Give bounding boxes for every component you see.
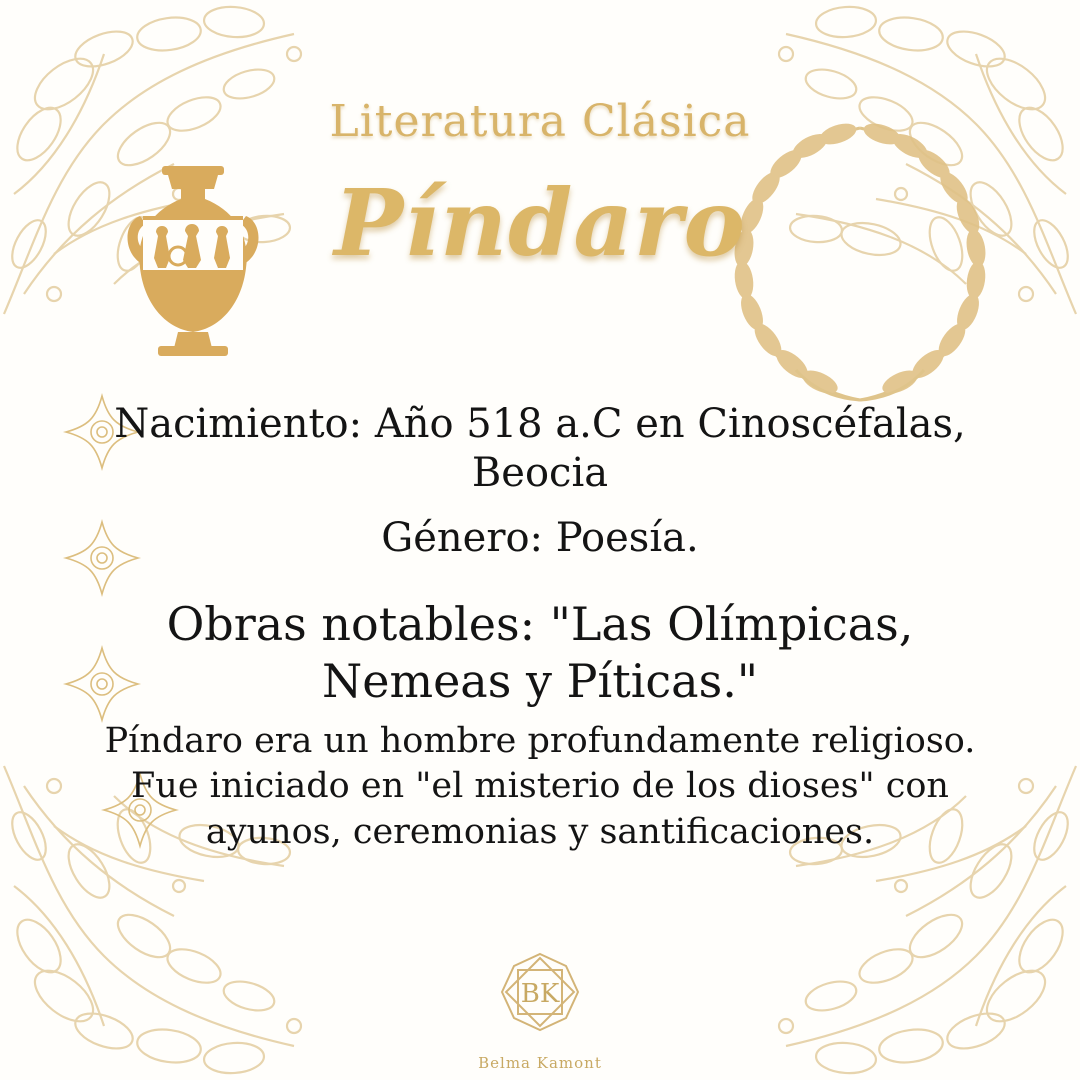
page-title: Píndaro [334,169,746,277]
birth-line: Nacimiento: Año 518 a.C en Cinoscéfalas, Beocia [114,401,966,496]
footer-logo [0,946,1080,1072]
works-line: Obras notables: "Las Olímpicas, Nemeas y Píticas." [166,597,914,708]
brand-monogram-icon [480,946,600,1054]
kicker-text: Literatura Clásica [329,96,751,147]
svg-text:BK: BK [520,979,560,1009]
header [0,96,1080,277]
brand-name: Belma Kamont [478,1054,602,1072]
content-block [60,400,1020,865]
note-paragraph: Píndaro era un hombre profundamente religioso. Fue iniciado en "el misterio de los dioses" con ayunos, ceremonias y santificaciones. [104,720,976,852]
genre-line: Género: Poesía. [381,514,699,561]
